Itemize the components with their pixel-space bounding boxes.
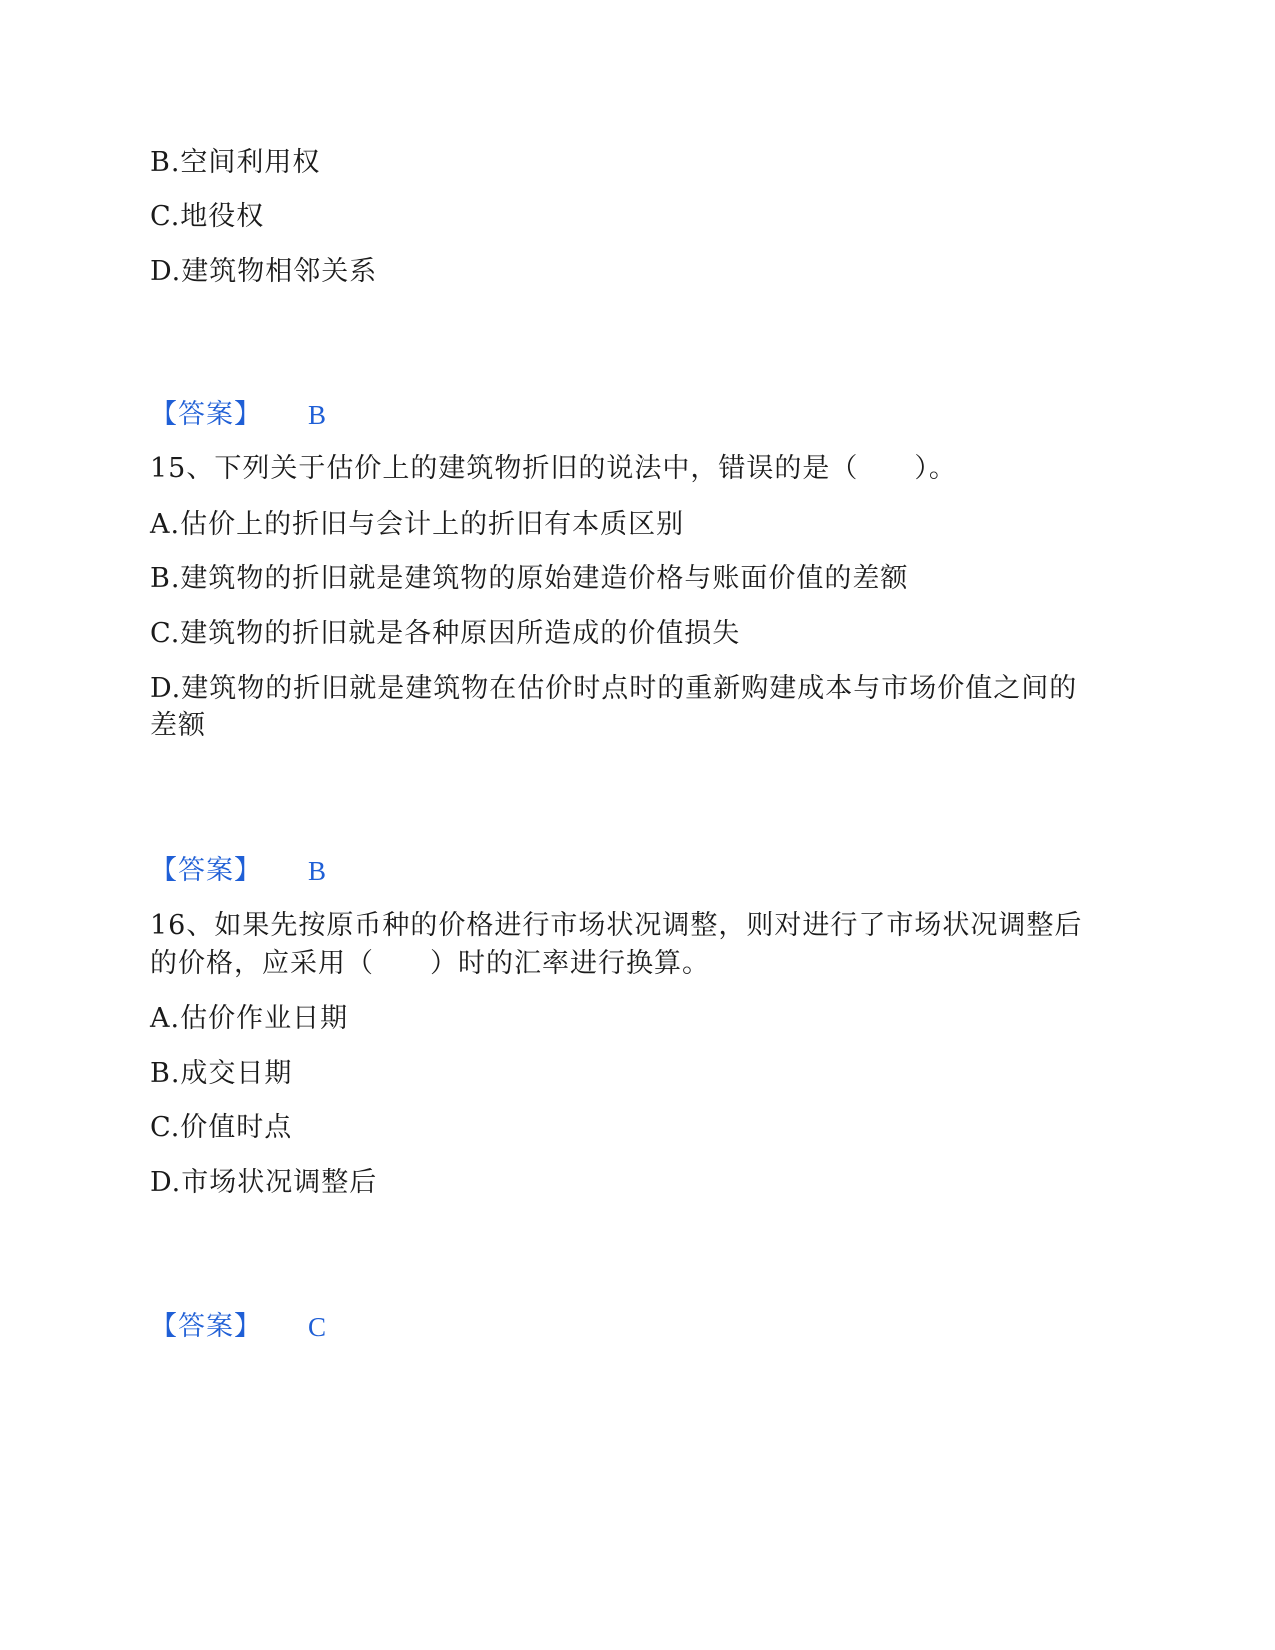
- q15-option-d: D.建筑物的折旧就是建筑物在估价时点时的重新购建成本与市场价值之间的: [150, 673, 1078, 704]
- q14-answer-label: 【答案】: [150, 399, 262, 430]
- q16-question-line-2: 的价格，应采用（ ）时的汇率进行换算。: [150, 948, 710, 979]
- q14-option-c: C.地役权: [150, 201, 265, 232]
- q15-option-d-continued: 差额: [150, 710, 206, 741]
- q16-option-a: A.估价作业日期: [150, 1003, 349, 1034]
- q16-option-b: B.成交日期: [150, 1058, 293, 1089]
- q16-option-d: D.市场状况调整后: [150, 1167, 378, 1198]
- q14-option-b: B.空间利用权: [150, 147, 321, 178]
- q16-option-c: C.价值时点: [150, 1112, 293, 1143]
- q14-option-d: D.建筑物相邻关系: [150, 256, 378, 287]
- q15-option-b: B.建筑物的折旧就是建筑物的原始建造价格与账面价值的差额: [150, 563, 909, 594]
- q16-question-line-1: 16、如果先按原币种的价格进行市场状况调整，则对进行了市场状况调整后: [150, 910, 1083, 941]
- q16-answer-value: C: [308, 1312, 327, 1342]
- q16-answer-label: 【答案】: [150, 1311, 262, 1342]
- q15-question: 15、下列关于估价上的建筑物折旧的说法中，错误的是（ ）。: [150, 453, 957, 484]
- q15-answer-value: B: [308, 856, 327, 886]
- q15-option-a: A.估价上的折旧与会计上的折旧有本质区别: [150, 509, 685, 540]
- q15-option-c: C.建筑物的折旧就是各种原因所造成的价值损失: [150, 618, 741, 649]
- q14-answer-value: B: [308, 400, 327, 430]
- q15-answer-label: 【答案】: [150, 855, 262, 886]
